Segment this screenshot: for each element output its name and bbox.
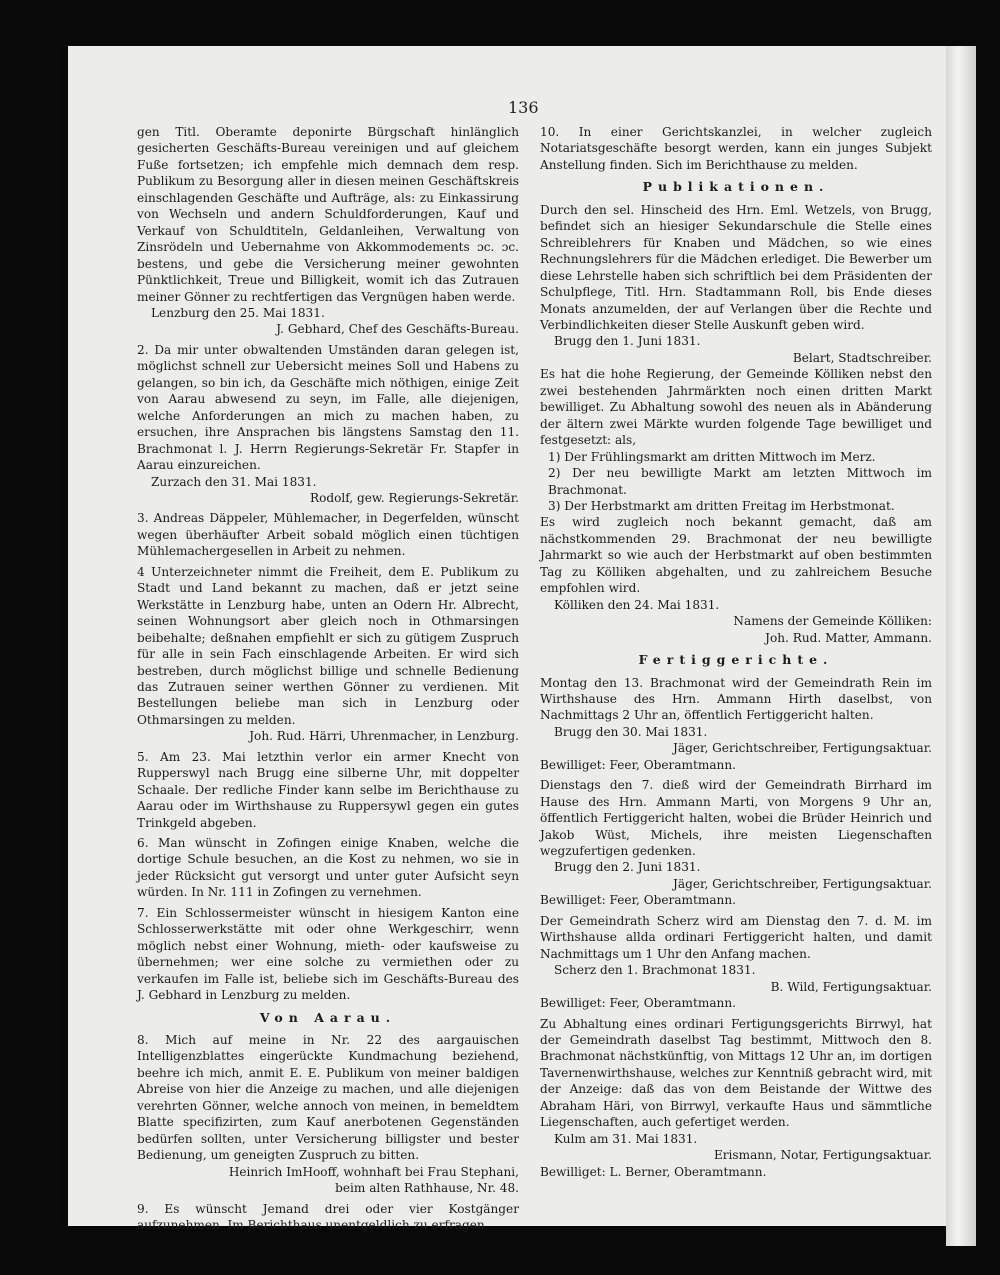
fertiggericht-2-signature: Jäger, Gerichtschreiber, Fertigungsaktuar. — [673, 876, 932, 891]
notice-4-text: 4 Unterzeichneter nimmt die Freiheit, dem E. Publikum zu Stadt und Land bekannt zu machen, daß er jetzt seine Werkstätte in Lenzburg habe, unten an Odern Hr. Albrecht, seinen Wohnungsort aber gleich noch in Othmarsingen beibehalte; deßnahen empfiehlt er sich zu gütigem Zuspruch für alle in sein Fach einschlagende Arbeiten. Er wird sich bestreben, durch möglichst billige und schnelle Bedienung das Zutrauen seiner werthen Gönner zu verdienen. Mit Bestellungen beliebe man sich in Lenzburg oder Othmarsingen zu melden. — [137, 564, 519, 727]
notice-9-text: 9. Es wünscht Jemand drei oder vier Kostgänger aufzunehmen. Im Berichthaus unentgeldlich zu erfragen. — [137, 1201, 519, 1232]
fertiggericht-1-place-date: Brugg den 30. Mai 1831. — [554, 724, 708, 739]
publication-2-place-date: Kölliken den 24. Mai 1831. — [554, 597, 720, 612]
fertiggericht-4-approval: Bewilliget: L. Berner, Oberamtmann. — [540, 1164, 767, 1179]
publication-2-continuation: Es wird zugleich noch bekannt gemacht, daß am nächstkommenden 29. Brachmonat der neu bewilligte Jahrmarkt so wie auch der Herbstmarkt auf oben bestimmten Tag zu Kölliken abgehalten, und zu zahlreichem Besuche empfohlen wird. — [540, 515, 932, 596]
notice-5-text: 5. Am 23. Mai letzthin verlor ein armer Knecht von Rupperswyl nach Brugg eine silberne Uhr, mit doppelter Schaale. Der redliche Finder kann selbe im Berichthause zu Aarau oder im Wirthshause zu Ruppersywl gegen ein gutes Trinkgeld abgeben. — [137, 749, 519, 830]
publication-2-signature-line-1: Namens der Gemeinde Kölliken: — [733, 614, 932, 629]
notice-8-text: 8. Mich auf meine in Nr. 22 des aargauischen Intelligenzblattes eingerückte Kundmachung beziehend, beehre ich mich, anmit E. E. Publikum von meiner baldigen Abreise von hier die Anzeige zu machen, und alle diejenigen verehrten Gönner, welche annoch von meinen, in bemeldtem Blatte specifizirten, zum Kauf anerbotenen Gegenständen bedürfen sollten, unter Versicherung billigster und bester Bedienung, um geneigten Zuspruch zu bitten. — [137, 1033, 519, 1163]
page-edge — [946, 46, 976, 1246]
right-column — [540, 124, 932, 1184]
fertiggericht-4-text: Zu Abhaltung eines ordinari Fertigungsgerichts Birrwyl, hat der Gemeindrath daselbst Tag bestimmt, Mittwoch den 8. Brachmonat nächstkünftig, von Mittags 12 Uhr an, im dortigen Tavernenwirthshause, welches zur Kenntniß gebracht wird, mit der Anzeige: daß das von dem Beistande der Wittwe des Abraham Häri, von Birrwyl, verkaufte Haus und sämmtliche Liegenschaften, auch gefertiget werden. — [540, 1016, 932, 1130]
notice-3-text: 3. Andreas Däppeler, Mühlemacher, in Degerfelden, wünscht wegen überhäufter Arbeit sobald möglich einen tüchtigen Mühlemachergesellen in Arbeit zu nehmen. — [137, 511, 519, 559]
fertiggericht-1-approval: Bewilliget: Feer, Oberamtmann. — [540, 757, 736, 772]
notice-2-signature: Rodolf, gew. Regierungs-Sekretär. — [309, 490, 519, 505]
section-heading-von-aarau: Von Aarau. — [259, 1009, 397, 1025]
publication-1-signature: Belart, Stadtschreiber. — [792, 350, 932, 365]
fertiggericht-3-place-date: Scherz den 1. Brachmonat 1831. — [554, 963, 756, 978]
left-column — [137, 124, 519, 1232]
notice-7-text: 7. Ein Schlossermeister wünscht in hiesigem Kanton eine Schlosserwerkstätte mit oder ohne Werkgeschirr, wenn möglich nebst einer Wohnung, mieth- oder kaufsweise zu übernehmen; wer eine solche zu vermiethen oder zu verkaufen im Falle ist, beliebe sich im Geschäfts-Bureau des J. Gebhard in Lenzburg zu melden. — [137, 905, 519, 1003]
notice-2-text: 2. Da mir unter obwaltenden Umständen daran gelegen ist, möglichst schnell zur Uebersicht meines Soll und Habens zu gelangen, so bin ich, da Geschäfte mich nöthigen, einige Zeit von Aarau abwesend zu seyn, im Falle, alle diejenigen, welche Anforderungen an mich zu machen haben, zu ersuchen, ihre Ansprachen bis längstens Samstag den 11. Brachmonat l. J. Herrn Regierungs-Sekretär Fr. Stapfer in Aarau einzureichen. — [137, 342, 519, 473]
notice-6-text: 6. Man wünscht in Zofingen einige Knaben, welche die dortige Schule besuchen, an die Kost zu nehmen, wo sie in jeder Rücksicht gut versorgt und unter guter Aufsicht seyn würden. In Nr. 111 in Zofingen zu vernehmen. — [137, 836, 519, 900]
fertiggericht-4-place-date: Kulm am 31. Mai 1831. — [554, 1131, 698, 1146]
fertiggericht-3-signature: B. Wild, Fertigungsaktuar. — [770, 979, 932, 994]
publication-1-text: Durch den sel. Hinscheid des Hrn. Eml. Wetzels, von Brugg, befindet sich an hiesiger Sekundarschule die Stelle eines Schreiblehrers für Knaben und Mädchen, so wie eines Rechnungslehrers für die Mädchen erlediget. Die Bewerber um diese Lehrstelle haben sich schriftlich bei dem Präsidenten der Schulpflege, Titl. Hrn. Stadtammann Roll, bis Ende dieses Monats anzumelden, der auf Verlangen über die Rechte und Verbindlichkeiten dieser Stelle Auskunft geben wird. — [540, 202, 932, 332]
fertiggericht-3-approval: Bewilliget: Feer, Oberamtmann. — [540, 996, 736, 1011]
publication-2-list-item-3: 3) Der Herbstmarkt am dritten Freitag im Herbstmonat. — [548, 498, 895, 513]
fertiggericht-2-place-date: Brugg den 2. Juni 1831. — [554, 860, 701, 875]
publication-2-list-item-1: 1) Der Frühlingsmarkt am dritten Mittwoch im Merz. — [548, 449, 876, 464]
publication-2-list-item-2: 2) Der neu bewilligte Markt am letzten Mittwoch im Brachmonat. — [548, 466, 932, 497]
publication-1-place-date: Brugg den 1. Juni 1831. — [554, 334, 701, 349]
notice-8-signature-line-2: beim alten Rathhause, Nr. 48. — [335, 1181, 519, 1196]
fertiggericht-2-text: Dienstags den 7. dieß wird der Gemeindrath Birrhard im Hause des Hrn. Ammann Marti, von Morgens 9 Uhr an, öffentlich Fertiggericht halten, wobei die Brüder Heinrich und Jakob Wüst, Michels, ihre meisten Liegenschaften wegzufertigen gedenken. — [540, 778, 932, 859]
notice-4-signature: Joh. Rud. Härri, Uhrenmacher, in Lenzburg. — [249, 729, 519, 744]
notice-2-place-date: Zurzach den 31. Mai 1831. — [151, 474, 317, 489]
publication-2-text: Es hat die hohe Regierung, der Gemeinde Kölliken nebst den zwei bestehenden Jahrmärkten noch einen dritten Markt bewilliget. Zu Abhaltung sowohl des neuen als in Abänderung der ältern zwei Märkte wurden folgende Tage bewilliget und festgesetzt: als, — [540, 367, 932, 448]
notice-10-text: 10. In einer Gerichtskanzlei, in welcher zugleich Notariatsgeschäfte besorgt werden, kann ein junges Subjekt Anstellung finden. Sich im Berichthause zu melden. — [540, 125, 932, 172]
notice-1-place-date: Lenzburg den 25. Mai 1831. — [151, 305, 325, 320]
fertiggericht-3-text: Der Gemeindrath Scherz wird am Dienstag den 7. d. M. im Wirthshause allda ordinari Fertiggericht halten, und damit Nachmittags um 1 Uhr den Anfang machen. — [540, 913, 932, 961]
fertiggericht-1-text: Montag den 13. Brachmonat wird der Gemeindrath Rein im Wirthshause des Hrn. Ammann Hirth daselbst, von Nachmittags 2 Uhr an, öffentlich Fertiggericht halten. — [540, 675, 932, 723]
publication-2-signature-line-2: Joh. Rud. Matter, Ammann. — [765, 630, 932, 645]
notice-1-signature: J. Gebhard, Chef des Geschäfts-Bureau. — [276, 322, 519, 337]
section-heading-publikationen: Publikationen. — [642, 179, 830, 195]
fertiggericht-2-approval: Bewilliget: Feer, Oberamtmann. — [540, 893, 736, 908]
page-number: 136 — [508, 98, 539, 117]
fertiggericht-1-signature: Jäger, Gerichtschreiber, Fertigungsaktuar. — [673, 741, 932, 756]
section-heading-fertiggerichte: Fertiggerichte. — [638, 652, 834, 668]
notice-1-text: gen Titl. Oberamte deponirte Bürgschaft hinlänglich gesicherten Geschäfts-Bureau vereinigen und auf gleichem Fuße fortsetzen; ich empfehle mich demnach dem resp. Publikum zu Besorgung aller in diesen meinen Geschäftskreis einschlagenden Geschäfte und Aufträge, als: zu Einkassirung von Wechseln und andern Schuldforderungen, Kauf und Verkauf von Schuldtiteln, Geldanleihen, Verwaltung von Zinsrödeln und Uebernahme von Akkommodements ɔc. ɔc. bestens, und gebe die Versicherung meiner gewohnten Pünktlichkeit, Treue und Billigkeit, womit ich das Zutrauen meiner Gönner zu rechtfertigen das Vergnügen haben werde. — [137, 125, 519, 304]
notice-8-signature-line-1: Heinrich ImHooff, wohnhaft bei Frau Stephani, — [228, 1164, 519, 1179]
fertiggericht-4-signature: Erismann, Notar, Fertigungsaktuar. — [713, 1148, 932, 1163]
